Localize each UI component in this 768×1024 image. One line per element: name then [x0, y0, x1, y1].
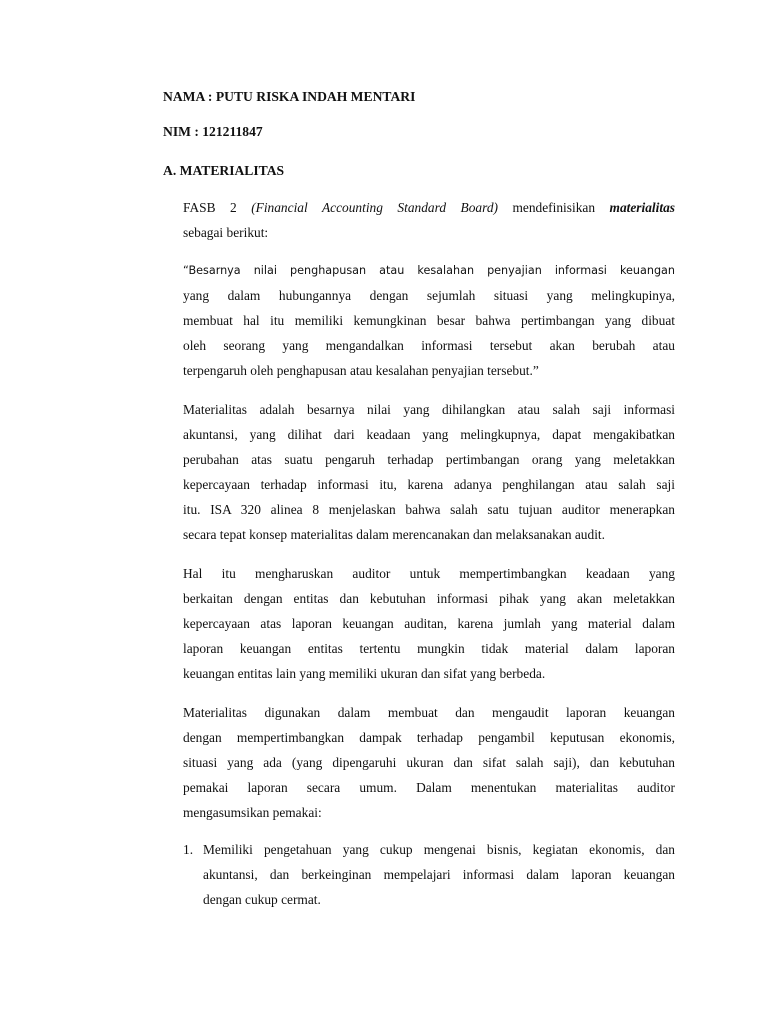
quote-line-1: “Besarnya nilai penghapusan atau kesalahan penyajian informasi keuangan [183, 264, 675, 277]
intro-italic: (Financial Accounting Standard Board) [251, 200, 498, 215]
para3-line-2: dengan mempertimbangkan dampak terhadap pengambil keputusan ekonomis, [183, 730, 675, 745]
para3-line-4: pemakai laporan secara umum. Dalam menentukan materialitas auditor [183, 780, 675, 795]
quote-line-4: oleh seorang yang mengandalkan informasi tersebut akan berubah atau [183, 338, 675, 353]
quote-line-2: yang dalam hubungannya dengan sejumlah situasi yang melingkupinya, [183, 288, 675, 303]
student-nim: NIM : 121211847 [163, 124, 263, 139]
para2-line-1: Hal itu mengharuskan auditor untuk mempertimbangkan keadaan yang [183, 566, 675, 581]
para3-line-5: mengasumsikan pemakai: [183, 805, 322, 820]
para1-line-4: kepercayaan terhadap informasi itu, karena adanya penghilangan atau salah saji [183, 477, 675, 492]
para3-line-3: situasi yang ada (yang dipengaruhi ukuran dan sifat salah saji), dan kebutuhan [183, 755, 675, 770]
para1-line-1: Materialitas adalah besarnya nilai yang dihilangkan atau salah saji informasi [183, 402, 675, 417]
quote-line-3: membuat hal itu memiliki kemungkinan besar bahwa pertimbangan yang dibuat [183, 313, 675, 328]
para2-line-4: laporan keuangan entitas tertentu mungkin tidak material dalam laporan [183, 641, 675, 656]
section-heading: A. MATERIALITAS [163, 163, 285, 178]
intro-text-2: mendefinisikan [497, 200, 610, 215]
para2-line-2: berkaitan dengan entitas dan kebutuhan informasi pihak yang akan meletakkan [183, 591, 675, 606]
intro-bold-italic: materialitas [609, 200, 676, 215]
para3-line-1: Materialitas digunakan dalam membuat dan mengaudit laporan keuangan [183, 705, 675, 720]
para2-line-5: keuangan entitas lain yang memiliki ukuran dan sifat yang berbeda. [183, 666, 546, 681]
quote-line-5: terpengaruh oleh penghapusan atau kesalahan penyajian tersebut.” [183, 363, 539, 378]
para1-line-5: itu. ISA 320 alinea 8 menjelaskan bahwa salah satu tujuan auditor menerapkan [183, 502, 675, 517]
para1-line-6: secara tepat konsep materialitas dalam merencanakan dan melaksanakan audit. [183, 527, 605, 542]
list-number-1: 1. [183, 842, 194, 857]
list-item-1-line-1: Memiliki pengetahuan yang cukup mengenai bisnis, kegiatan ekonomis, dan [203, 842, 675, 857]
para1-line-3: perubahan atas suatu pengaruh terhadap pertimbangan orang yang meletakkan [183, 452, 675, 467]
student-name: NAMA : PUTU RISKA INDAH MENTARI [163, 89, 416, 104]
intro-line-2: sebagai berikut: [183, 225, 269, 240]
list-item-1-line-3: dengan cukup cermat. [203, 892, 321, 907]
para2-line-3: kepercayaan atas laporan keuangan auditan, karena jumlah yang material dalam [183, 616, 675, 631]
intro-text-1: FASB 2 [183, 200, 252, 215]
para1-line-2: akuntansi, yang dilihat dari keadaan yang melingkupnya, dapat mengakibatkan [183, 427, 675, 442]
list-item-1-line-2: akuntansi, dan berkeinginan mempelajari informasi dalam laporan keuangan [203, 867, 675, 882]
intro-line-1 [183, 199, 675, 217]
